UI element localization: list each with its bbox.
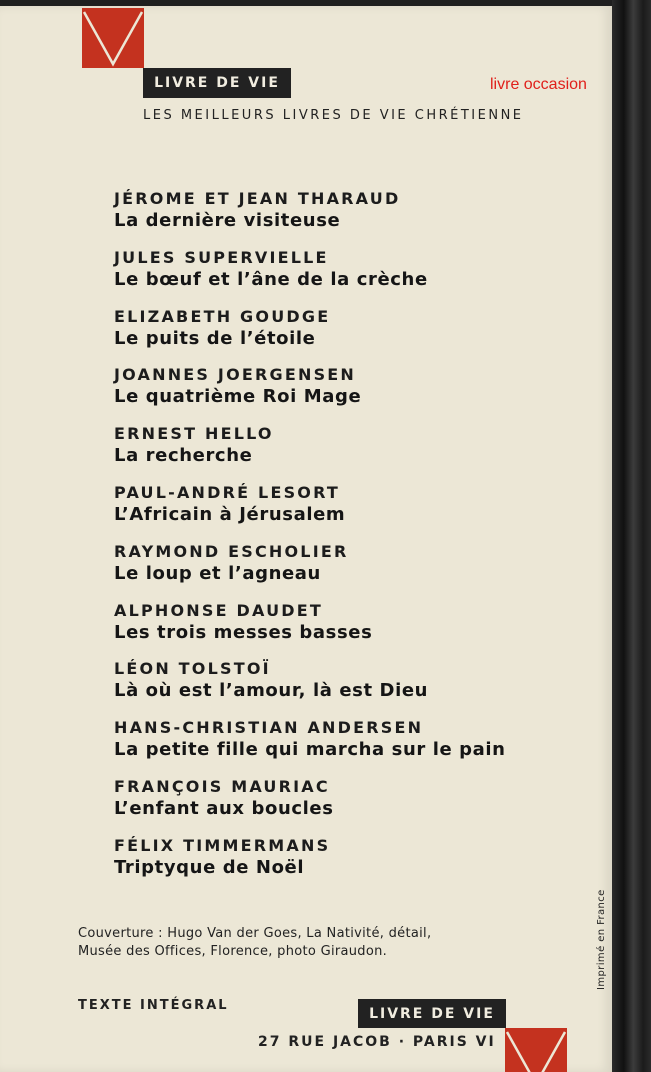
printed-in-france: Imprimé en France bbox=[596, 889, 607, 990]
book-title: Les trois messes basses bbox=[114, 621, 373, 643]
book-title: La petite fille qui marcha sur le pain bbox=[114, 739, 506, 761]
book-title: Le loup et l’agneau bbox=[114, 562, 321, 584]
credits-line: Couverture : Hugo Van der Goes, La Nativité, détail, bbox=[78, 926, 432, 941]
cover-credits bbox=[78, 925, 431, 961]
book-entry bbox=[114, 482, 584, 541]
credits-line: Musée des Offices, Florence, photo Giraudon. bbox=[78, 944, 388, 959]
book-title: Le quatrième Roi Mage bbox=[114, 386, 362, 408]
book-title: L’enfant aux boucles bbox=[114, 797, 334, 819]
book-entry bbox=[114, 188, 584, 247]
book-title: Le puits de l’étoile bbox=[114, 327, 316, 349]
publisher-address: 27 RUE JACOB · PARIS VI bbox=[258, 1034, 496, 1050]
book-entry bbox=[114, 247, 584, 306]
book-entry bbox=[114, 306, 584, 365]
book-author: JOANNES JOERGENSEN bbox=[114, 365, 357, 385]
book-list bbox=[114, 188, 584, 894]
book-title: Là où est l’amour, là est Dieu bbox=[114, 680, 429, 702]
book-author: LÉON TOLSTOÏ bbox=[114, 659, 271, 679]
book-entry bbox=[114, 541, 584, 600]
book-author: HANS-CHRISTIAN ANDERSEN bbox=[114, 718, 424, 738]
book-author: FRANÇOIS MAURIAC bbox=[114, 776, 330, 796]
watermark-text: livre occasion bbox=[490, 76, 587, 93]
publisher-logo-bottom-icon bbox=[505, 1028, 567, 1072]
book-author: JULES SUPERVIELLE bbox=[114, 247, 329, 267]
book-title: L’Africain à Jérusalem bbox=[114, 503, 346, 525]
book-title: La recherche bbox=[114, 445, 253, 467]
book-entry bbox=[114, 658, 584, 717]
book-spine bbox=[612, 0, 651, 1072]
book-title: Le bœuf et l’âne de la crèche bbox=[114, 268, 428, 290]
book-entry bbox=[114, 600, 584, 659]
book-entry bbox=[114, 717, 584, 776]
book-entry bbox=[114, 423, 584, 482]
series-subtitle: LES MEILLEURS LIVRES DE VIE CHRÉTIENNE bbox=[143, 108, 524, 123]
book-title: Triptyque de Noël bbox=[114, 856, 305, 878]
book-author: ERNEST HELLO bbox=[114, 424, 274, 444]
book-entry bbox=[114, 835, 584, 894]
book-author: ELIZABETH GOUDGE bbox=[114, 306, 331, 326]
series-label-bottom: LIVRE DE VIE bbox=[358, 999, 506, 1028]
publisher-logo-icon bbox=[82, 8, 144, 68]
book-author: JÉROME ET JEAN THARAUD bbox=[114, 189, 401, 208]
book-entry bbox=[114, 364, 584, 423]
integral-text-label: TEXTE INTÉGRAL bbox=[78, 998, 229, 1013]
book-author: FÉLIX TIMMERMANS bbox=[114, 835, 331, 855]
book-title: La dernière visiteuse bbox=[114, 210, 341, 231]
book-author: PAUL-ANDRÉ LESORT bbox=[114, 482, 341, 502]
series-label: LIVRE DE VIE bbox=[143, 68, 291, 98]
book-entry bbox=[114, 776, 584, 835]
book-author: ALPHONSE DAUDET bbox=[114, 600, 323, 620]
book-author: RAYMOND ESCHOLIER bbox=[114, 541, 349, 561]
